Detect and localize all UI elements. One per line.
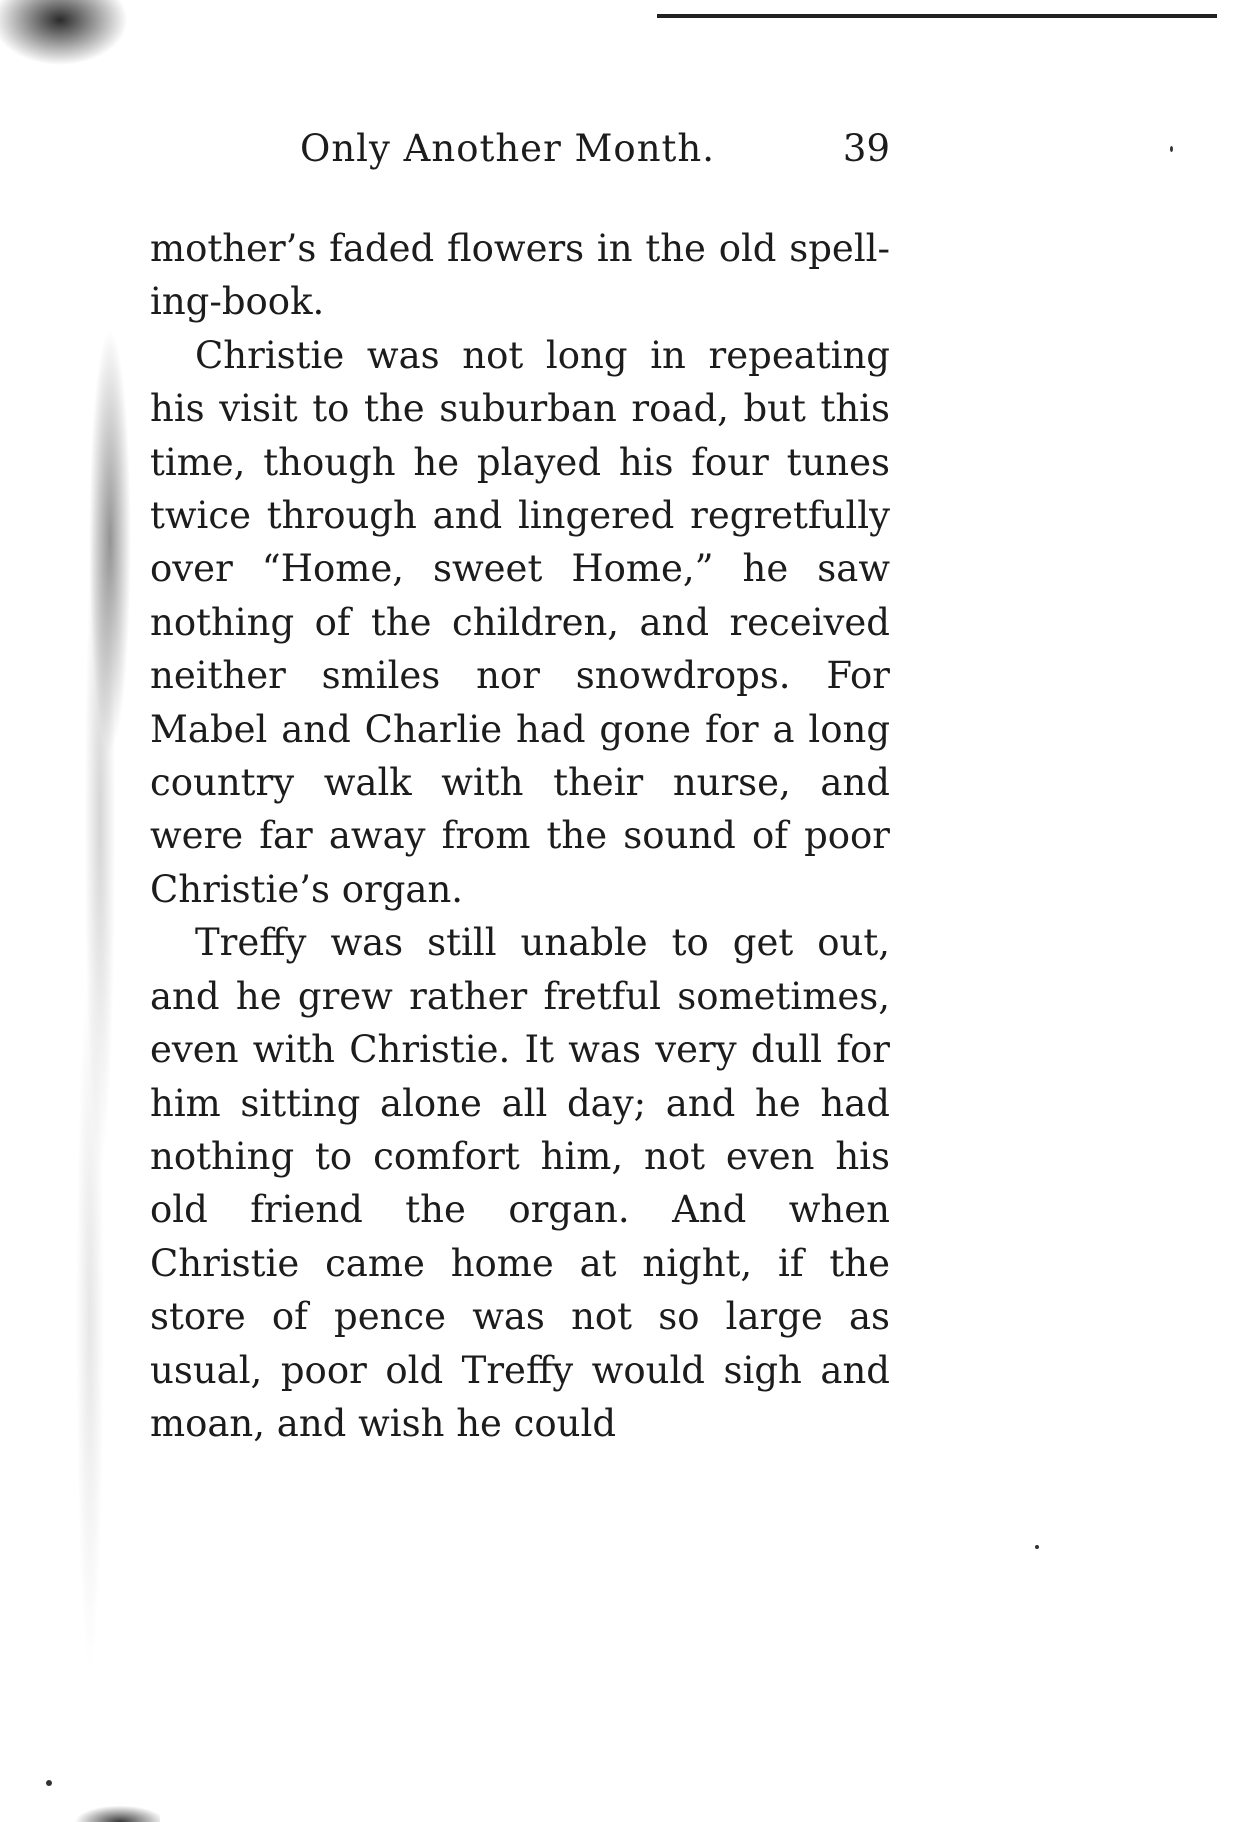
top-edge-rule	[657, 14, 1217, 18]
running-title: Only Another Month.	[300, 127, 715, 170]
ink-speck	[46, 1780, 52, 1786]
paragraph-3: Treffy was still unable to get out, and he grew rather fretful sometimes, even with Christie. It was very dull for him sitting alone all day; and he had nothing to comfort him, not even his old friend the organ. And when Christie came home at night, if the store of pence was not so large as usual, poor old Treffy would sigh and moan, and wish he could	[150, 921, 890, 1445]
scan-shadow-bottom-left	[40, 1782, 160, 1822]
paragraph-2: Christie was not long in repeating his visit to the suburban road, but this time, though he played his four tunes twice through and lingered regretfully over “Home, sweet Home,” he saw nothing of the children, and received neither smiles nor snowdrops. For Mabel and Charlie had gone for a long country walk with their nurse, and were far away from the sound of poor Christie’s organ.	[150, 333, 890, 911]
running-header	[300, 124, 890, 174]
ink-speck	[1170, 146, 1173, 152]
body-text	[150, 222, 890, 1450]
ink-speck	[1035, 1545, 1039, 1549]
binding-gutter-shadow	[70, 20, 150, 1810]
page-number: 39	[842, 127, 890, 170]
paragraph-1: mother’s faded flowers in the old spell-ing-book.	[150, 227, 890, 324]
